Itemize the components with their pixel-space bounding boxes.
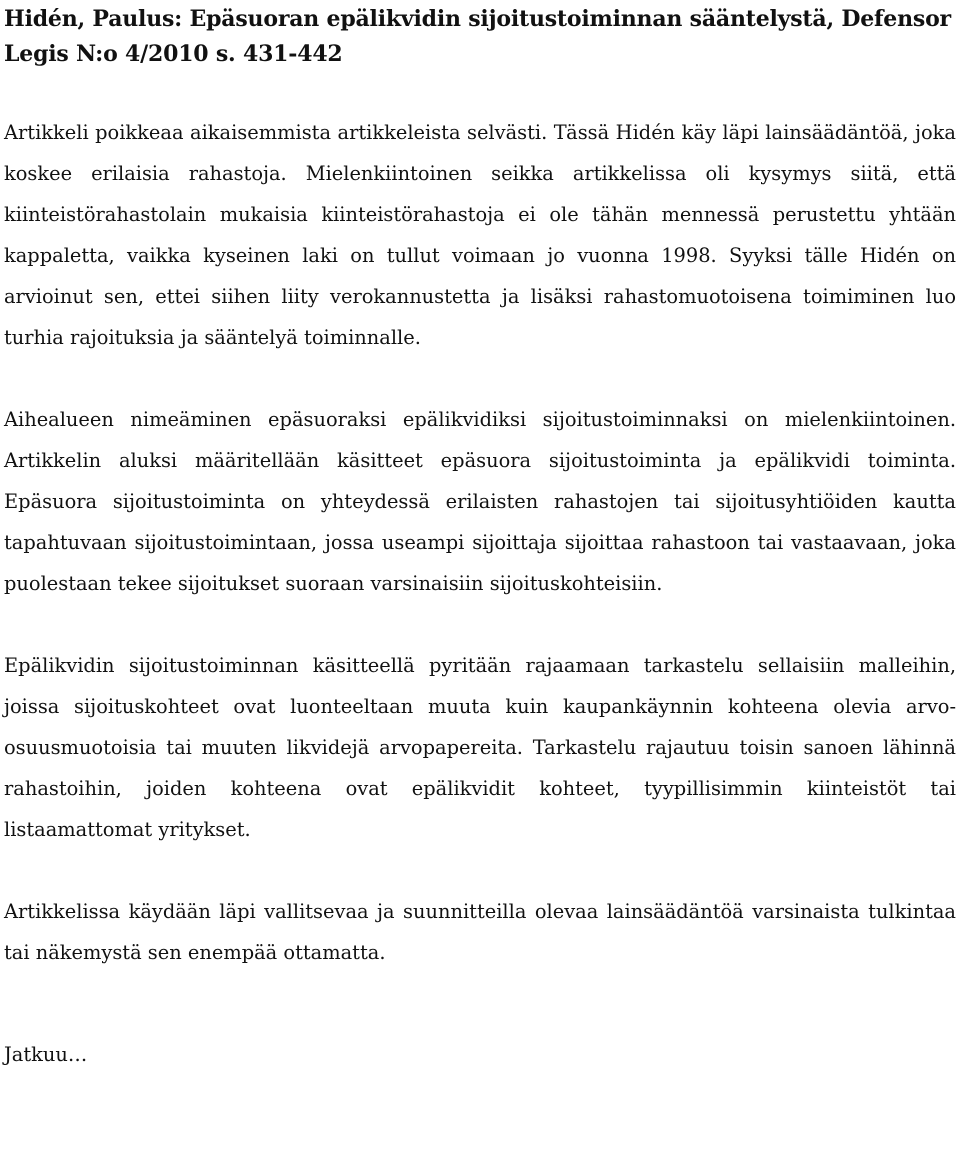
document-page (4, 0, 956, 1094)
article-title: Hidén, Paulus: Epäsuoran epälikvidin sijoitustoiminnan sääntelystä, Defensor Legis N:o 4/2010 s. 431-442 (4, 6, 951, 67)
continued-note: Jatkuu… (4, 1043, 88, 1066)
paragraph-2: Aihealueen nimeäminen epäsuoraksi epälikvidiksi sijoitustoiminnaksi on mielenkiintoinen. Artikkelin aluksi määritellään käsitteet epäsuora sijoitustoiminta ja epälikvidi toiminta. Epäsuora sijoitustoiminta on yhteydessä erilaisten rahastojen tai sijoitusyhtiöiden kautta tapahtuvaan sijoitustoimintaan, jossa useampi sijoittaja sijoittaa rahastoon tai vastaavaan, joka puolestaan tekee sijoitukset suoraan varsinaisiin sijoituskohteisiin. (4, 408, 956, 595)
paragraph-4: Artikkelissa käydään läpi vallitsevaa ja suunnitteilla olevaa lainsäädäntöä varsinaista tulkintaa tai näkemystä sen enempää ottamatta. (4, 900, 956, 964)
paragraph-1: Artikkeli poikkeaa aikaisemmista artikkeleista selvästi. Tässä Hidén käy läpi lainsäädäntöä, joka koskee erilaisia rahastoja. Mielenkiintoinen seikka artikkelissa oli kysymys siitä, että kiinteistörahastolain mukaisia kiinteistörahastoja ei ole tähän mennessä perustettu yhtään kappaletta, vaikka kyseinen laki on tullut voimaan jo vuonna 1998. Syyksi tälle Hidén on arvioinut sen, ettei siihen liity verokannustetta ja lisäksi rahastomuotoisena toimiminen luo turhia rajoituksia ja sääntelyä toiminnalle. (4, 121, 956, 349)
paragraph-3: Epälikvidin sijoitustoiminnan käsitteellä pyritään rajaamaan tarkastelu sellaisiin malleihin, joissa sijoituskohteet ovat luonteeltaan muuta kuin kaupankäynnin kohteena olevia arvo-osuusmuotoisia tai muuten likvidejä arvopapereita. Tarkastelu rajautuu toisin sanoen lähinnä rahastoihin, joiden kohteena ovat epälikvidit kohteet, tyypillisimmin kiinteistöt tai listaamattomat yritykset. (4, 654, 956, 841)
